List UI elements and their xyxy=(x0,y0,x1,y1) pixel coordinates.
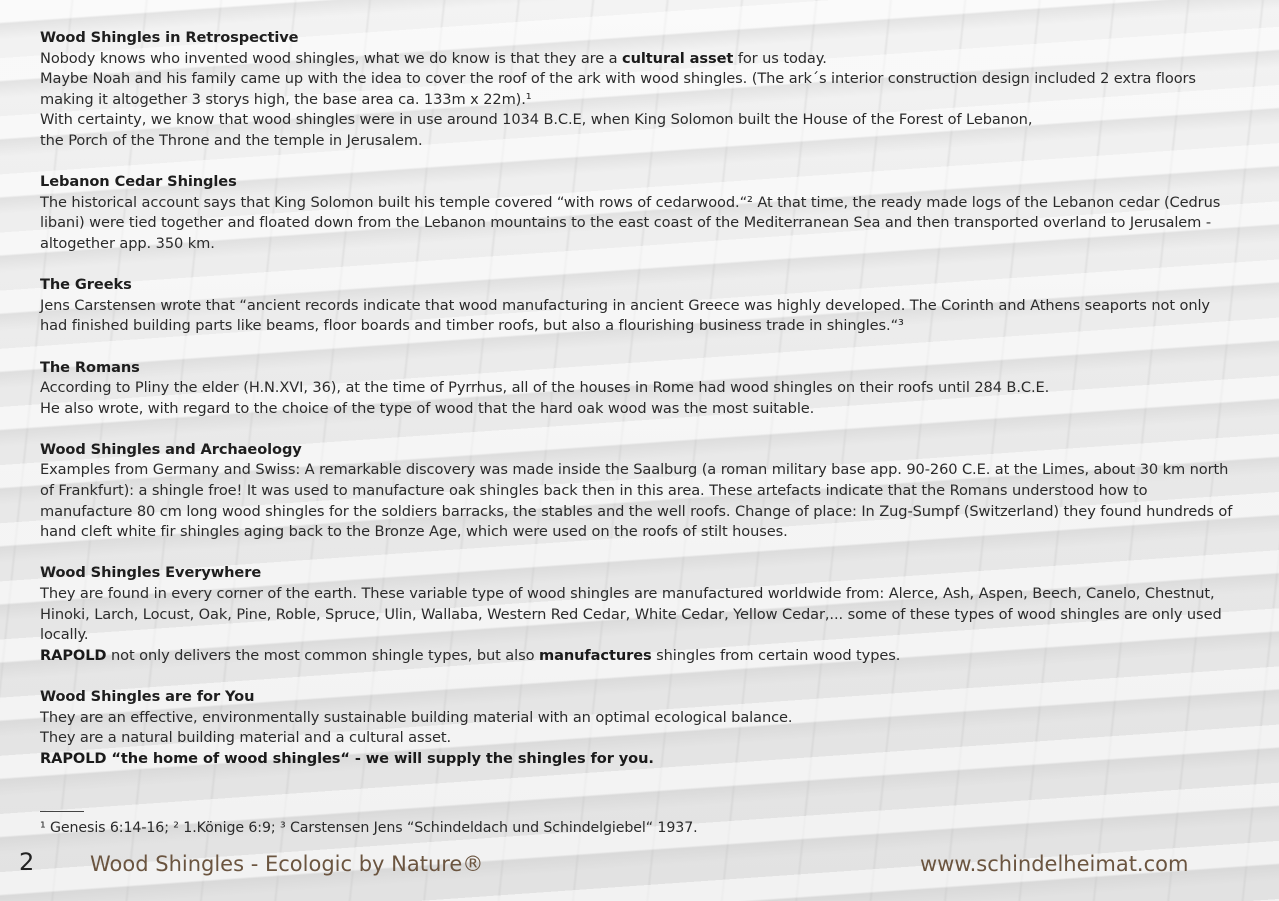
closing-slogan: RAPOLD “the home of wood shingles“ - we will supply the shingles for you. xyxy=(40,749,654,767)
footer-title: Wood Shingles - Ecologic by Nature® xyxy=(90,852,484,876)
section-romans xyxy=(40,358,1240,420)
document-body xyxy=(40,28,1240,839)
section-heading: Wood Shingles Everywhere xyxy=(40,564,262,582)
paragraph-line: The historical account says that King Solomon built his temple covered “with rows of cedarwood.“² At that time, the ready made logs of the Lebanon cedar (Cedrus libani) were tied together and floated down from the Lebanon mountains to the east coast of the Mediterranean Sea and then transported overland to Jerusalem - altogether app. 350 km. xyxy=(40,193,1221,252)
section-heading: Wood Shingles are for You xyxy=(40,688,255,705)
section-heading: Wood Shingles and Archaeology xyxy=(40,440,302,458)
footer-website-link[interactable]: www.schindelheimat.com xyxy=(920,852,1189,876)
footnotes: ¹ Genesis 6:14-16; ² 1.Könige 6:9; ³ Carstensen Jens “Schindeldach und Schindelgiebel“ 1937. xyxy=(40,820,698,837)
text-run: not only delivers the most common shingle types, but also xyxy=(106,646,539,664)
paragraph-line: He also wrote, with regard to the choice of the type of wood that the hard oak wood was the most suitable. xyxy=(40,399,815,417)
page-number: 2 xyxy=(19,848,35,876)
emphasis-text: cultural asset xyxy=(622,49,734,67)
paragraph-line: the Porch of the Throne and the temple in Jerusalem. xyxy=(40,131,423,149)
section-for-you xyxy=(40,687,1240,769)
section-archaeology xyxy=(40,440,1240,543)
section-heading: Wood Shingles in Retrospective xyxy=(40,29,299,46)
paragraph-line: They are an effective, environmentally sustainable building material with an optimal ecological balance. xyxy=(40,708,793,726)
section-lebanon-cedar xyxy=(40,172,1240,254)
paragraph-line: They are found in every corner of the earth. These variable type of wood shingles are manufactured worldwide from: Alerce, Ash, Aspen, Beech, Canelo, Chestnut, Hinoki, Larch, Locust, Oak, Pine, Roble, Spruce, Ulin, Wallaba, Western Red Cedar, White Cedar, Yellow Cedar,... some of these types of wood shingles are only used locally. xyxy=(40,585,1222,644)
emphasis-text: manufactures xyxy=(538,646,652,664)
footnote-divider xyxy=(40,811,84,812)
page-footer xyxy=(0,846,1279,886)
section-greeks xyxy=(40,275,1240,337)
section-retrospective xyxy=(40,28,1240,152)
section-heading: The Romans xyxy=(40,358,140,376)
section-everywhere xyxy=(40,563,1240,666)
section-heading: The Greeks xyxy=(40,276,132,294)
paragraph-line: With certainty, we know that wood shingles were in use around 1034 B.C.E, when King Solomon built the House of the Forest of Lebanon, xyxy=(40,111,1033,129)
text-run: Nobody knows who invented wood shingles, what we do know is that they are a xyxy=(40,49,623,67)
paragraph-line: Examples from Germany and Swiss: A remarkable discovery was made inside the Saalburg (a roman military base app. 90-260 C.E. at the Limes, about 30 km north of Frankfurt): a shingle froe! It was used to manufacture oak shingles back then in this area. These artefacts indicate that the Romans understood how to manufacture 80 cm long wood shingles for the soldiers barracks, the stables and the well roofs. Change of place: In Zug-Sumpf (Switzerland) they found hundreds of hand cleft white fir shingles aging back to the Bronze Age, which were used on the roofs of stilt houses. xyxy=(40,461,1233,541)
paragraph-line: According to Pliny the elder (H.N.XVI, 36), at the time of Pyrrhus, all of the houses in Rome had wood shingles on their roofs until 284 B.C.E. xyxy=(40,379,1050,397)
paragraph-line: Maybe Noah and his family came up with the idea to cover the roof of the ark with wood shingles. (The ark´s interior construction design included 2 extra floors making it altogether 3 storys high, the base area ca. 133m x 22m).¹ xyxy=(40,70,1196,108)
text-run: shingles from certain wood types. xyxy=(651,646,901,664)
paragraph-line: They are a natural building material and a cultural asset. xyxy=(40,729,451,747)
text-run: for us today. xyxy=(733,49,827,67)
paragraph-line: Jens Carstensen wrote that “ancient records indicate that wood manufacturing in ancient Greece was highly developed. The Corinth and Athens seaports not only had finished building parts like beams, floor boards and timber roofs, but also a flourishing business trade in shingles.“³ xyxy=(40,296,1210,335)
brand-text: RAPOLD xyxy=(40,646,107,664)
paragraph-line xyxy=(40,49,1240,70)
section-heading: Lebanon Cedar Shingles xyxy=(40,173,237,191)
paragraph-line xyxy=(40,646,1240,667)
